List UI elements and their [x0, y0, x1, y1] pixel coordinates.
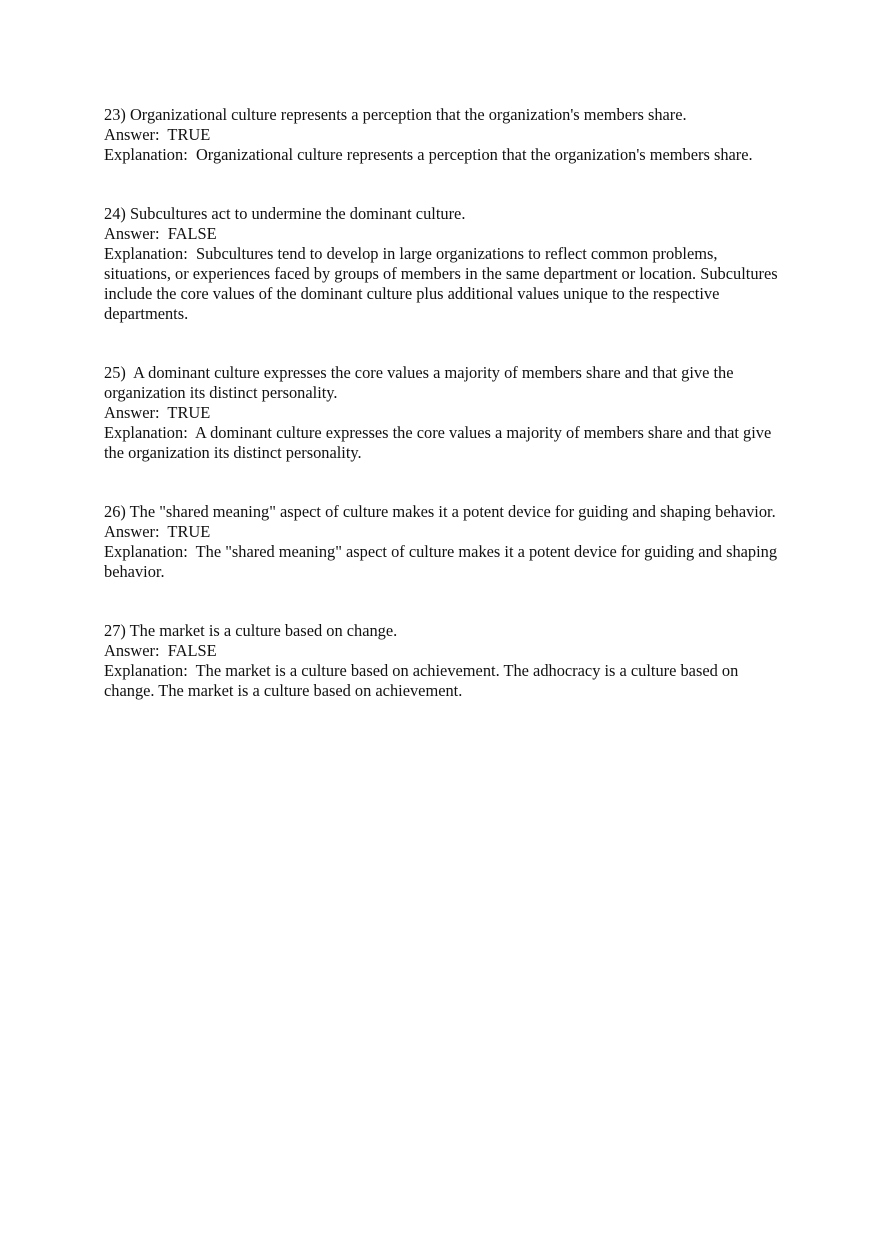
question-item-23 — [104, 105, 780, 165]
answer-text: Answer: FALSE — [104, 641, 217, 660]
explanation-text: Explanation: A dominant culture expresses the core values a majority of members share and that give the organization its distinct personality. — [104, 423, 776, 462]
question-list — [104, 105, 780, 701]
explanation-text: Explanation: The market is a culture based on achievement. The adhocracy is a culture based on change. The market is a culture based on achievement. — [104, 661, 743, 700]
answer-text: Answer: TRUE — [104, 522, 211, 541]
explanation-text: Explanation: Organizational culture represents a perception that the organization's members share. — [104, 145, 753, 164]
answer-text: Answer: FALSE — [104, 224, 217, 243]
question-text: 26) The "shared meaning" aspect of culture makes it a potent device for guiding and shaping behavior. — [104, 502, 776, 521]
explanation-text: Explanation: The "shared meaning" aspect of culture makes it a potent device for guiding and shaping behavior. — [104, 542, 782, 581]
answer-text: Answer: TRUE — [104, 125, 211, 144]
question-item-24 — [104, 204, 780, 324]
question-item-26 — [104, 502, 780, 582]
question-item-25 — [104, 363, 780, 463]
explanation-text: Explanation: Subcultures tend to develop in large organizations to reflect common problems, situations, or experiences faced by groups of members in the same department or location. Subcultures include the core values of the dominant culture plus additional values unique to the respective departments. — [104, 244, 782, 323]
question-item-27 — [104, 621, 780, 701]
question-text: 23) Organizational culture represents a perception that the organization's members share. — [104, 105, 687, 124]
question-text: 27) The market is a culture based on change. — [104, 621, 398, 640]
answer-text: Answer: TRUE — [104, 403, 211, 422]
question-text: 24) Subcultures act to undermine the dominant culture. — [104, 204, 466, 223]
question-text: 25) A dominant culture expresses the core values a majority of members share and that give the organization its distinct personality. — [104, 363, 738, 402]
